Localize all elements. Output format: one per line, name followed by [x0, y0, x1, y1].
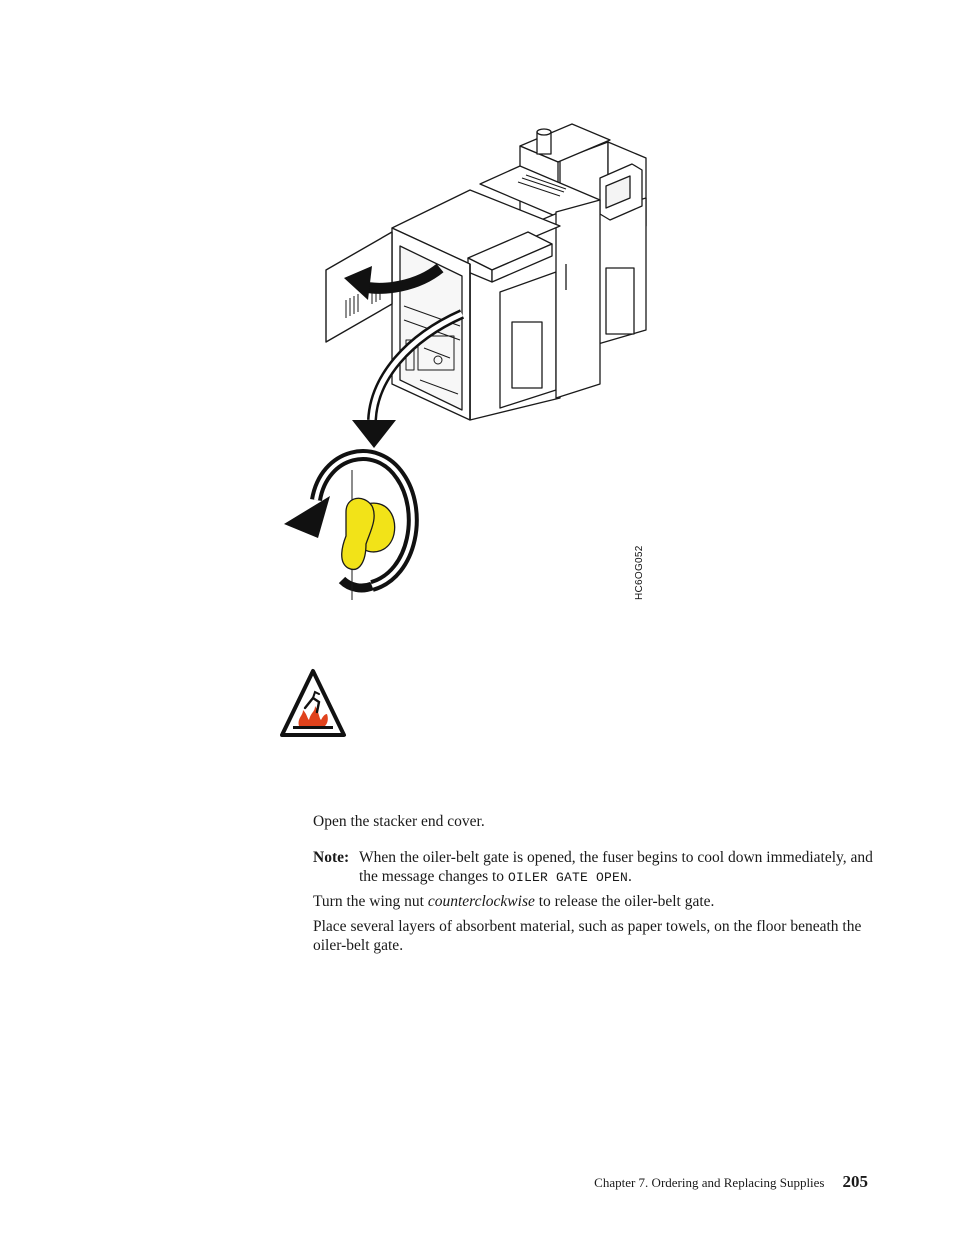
page-number: 205: [842, 1172, 868, 1191]
note-label: Note:: [313, 849, 350, 866]
note-text-after: .: [627, 868, 632, 885]
step-place-absorbent: Place several layers of absorbent material, such as paper towels, on the floor beneath the oiler-belt gate.: [313, 918, 862, 954]
hot-surface-warning-icon: [279, 668, 347, 738]
step-open-cover: Open the stacker end cover.: [313, 813, 485, 830]
note: [313, 848, 873, 887]
figure-id-label: HC6OG052: [634, 545, 645, 600]
note-text-before: When the oiler-belt gate is opened, the fuser begins to cool down immediately, and the message changes to: [359, 849, 873, 885]
step3-after: to release the oiler-belt gate.: [538, 893, 715, 910]
step3-emphasis: counterclockwise: [427, 893, 535, 910]
instructions: [313, 812, 873, 955]
note-text: [359, 848, 873, 887]
message-code: OILER GATE OPEN: [507, 870, 628, 885]
page-footer: [594, 1172, 868, 1192]
footer-chapter: Chapter 7. Ordering and Replacing Supplies: [594, 1175, 825, 1190]
step3-before: Turn the wing nut: [313, 893, 424, 910]
step-turn-wing-nut: [313, 892, 873, 911]
hot-surface-warning: [279, 668, 347, 738]
